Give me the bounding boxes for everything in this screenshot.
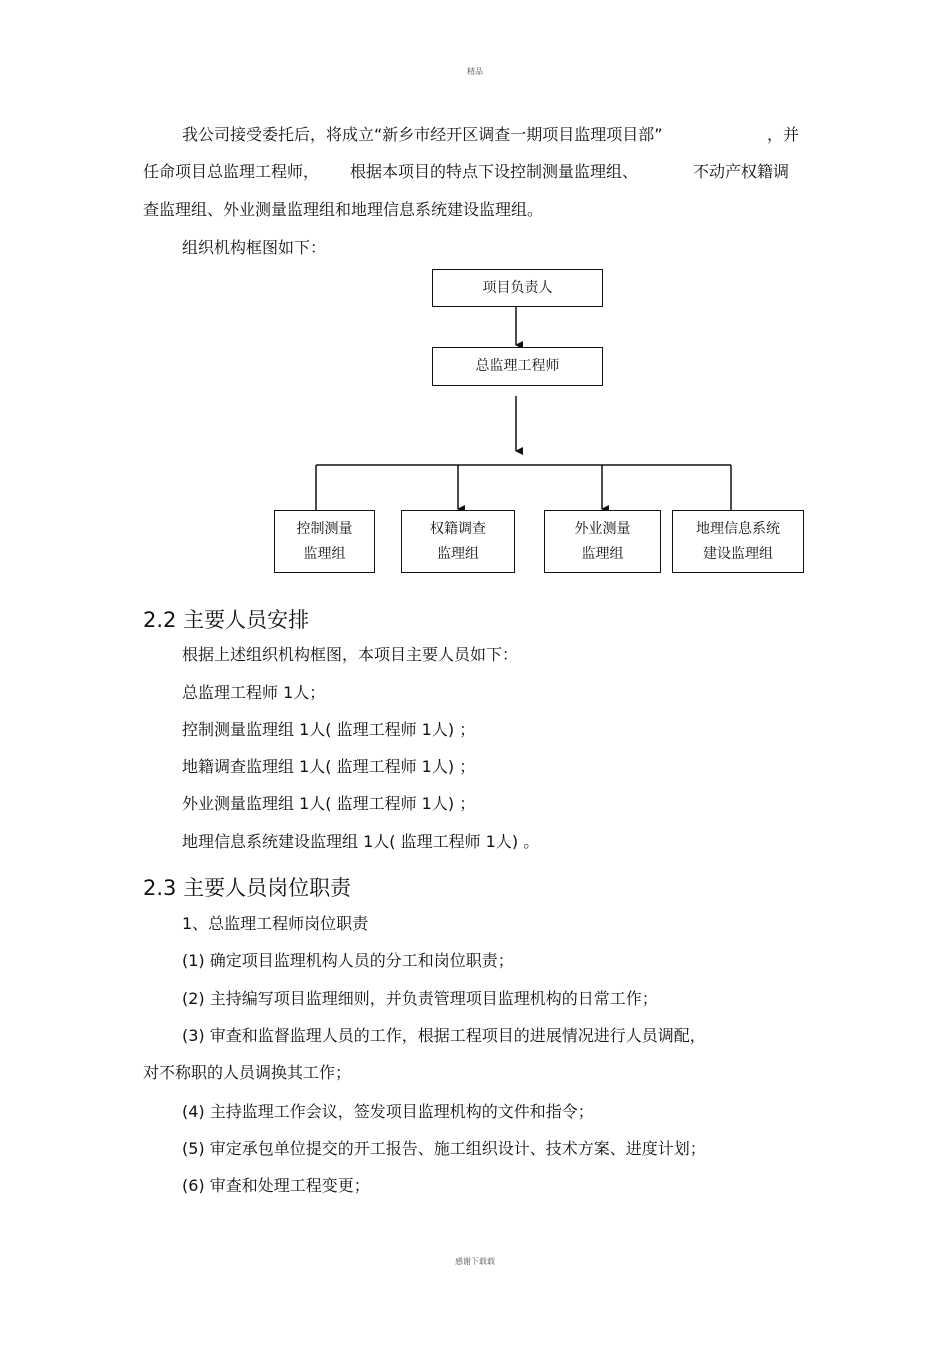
duty-item: (3) 审查和监督监理人员的工作，根据工程项目的进展情况进行人员调配， — [182, 1026, 706, 1045]
section-heading-2-3: 2.3 主要人员岗位职责 — [143, 876, 352, 900]
section-heading-2-2: 2.2 主要人员安排 — [143, 608, 310, 632]
page-footer: 感谢下载载 — [455, 1257, 495, 1266]
org-box-group-control-survey — [274, 510, 375, 573]
org-box-line2: 建设监理组 — [703, 545, 773, 562]
duty-item-continuation: 对不称职的人员调换其工作； — [143, 1063, 352, 1082]
intro-line-4: 组织机构框图如下： — [182, 238, 327, 257]
page-header: 精品 — [467, 67, 483, 76]
intro-line-1: 我公司接受委托后，将成立“新乡市经开区调查一期项目监理项目部” — [182, 125, 663, 144]
section22-line: 地籍调查监理组 1人( 监理工程师 1人) ； — [182, 757, 476, 776]
org-box-line2: 监理组 — [581, 545, 624, 562]
intro-line-2a: 任命项目总监理工程师， — [143, 162, 320, 181]
section22-line: 总监理工程师 1人； — [182, 683, 326, 702]
section22-line: 控制测量监理组 1人( 监理工程师 1人) ； — [182, 720, 476, 739]
org-box-line1: 地理信息系统 — [696, 520, 780, 537]
org-box-group-gis — [672, 510, 804, 573]
intro-line-2b: 根据本项目的特点下设控制测量监理组、 — [350, 162, 639, 181]
org-box-line1: 外业测量 — [574, 520, 631, 537]
org-box-line1: 控制测量 — [296, 520, 353, 537]
org-box-line2: 监理组 — [437, 545, 479, 562]
duty-item: (2) 主持编写项目监理细则，并负责管理项目监理机构的日常工作； — [182, 989, 658, 1008]
org-box-chief-supervisor — [432, 347, 603, 386]
duty-item: (1) 确定项目监理机构人员的分工和岗位职责； — [182, 951, 514, 970]
duty-item: (4) 主持监理工作会议，签发项目监理机构的文件和指令； — [182, 1102, 594, 1121]
org-box-label: 总监理工程师 — [475, 358, 560, 374]
org-box-group-cadastral-survey — [401, 510, 515, 573]
duty-item: (5) 审定承包单位提交的开工报告、施工组织设计、技术方案、进度计划； — [182, 1139, 706, 1158]
intro-line-2c: 不动产权籍调 — [693, 162, 790, 181]
org-box-project-leader — [432, 269, 603, 307]
section23-subheading: 1、总监理工程师岗位职责 — [182, 914, 369, 933]
section22-line: 外业测量监理组 1人( 监理工程师 1人) ； — [182, 794, 476, 813]
org-box-line2: 监理组 — [303, 545, 346, 562]
org-box-group-field-survey — [544, 510, 661, 573]
duty-item: (6) 审查和处理工程变更； — [182, 1176, 370, 1195]
section22-line: 根据上述组织机构框图，本项目主要人员如下： — [182, 645, 519, 664]
section22-line: 地理信息系统建设监理组 1人( 监理工程师 1人) 。 — [182, 832, 540, 851]
intro-line-1-tail: ，并 — [767, 125, 800, 144]
org-box-line1: 权籍调查 — [430, 520, 486, 537]
intro-line-3: 查监理组、外业测量监理组和地理信息系统建设监理组。 — [143, 200, 544, 219]
org-box-label: 项目负责人 — [482, 279, 553, 296]
